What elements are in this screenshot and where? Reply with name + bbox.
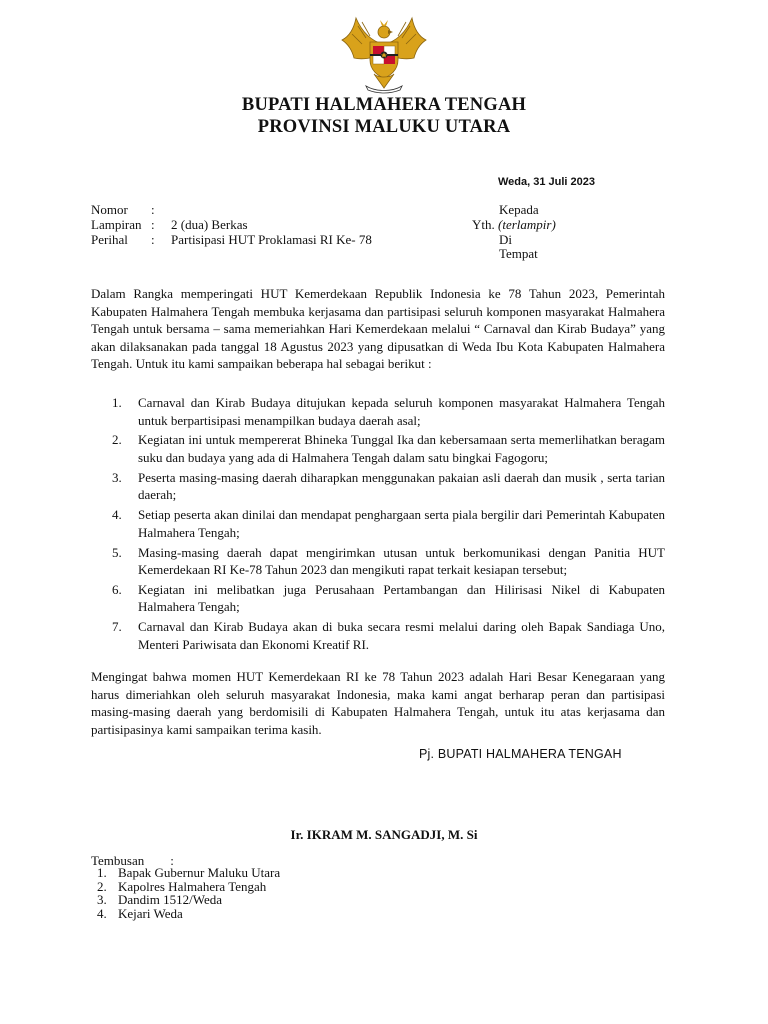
yth-label: Yth.: [472, 217, 495, 232]
recipient-tempat: Tempat: [499, 246, 538, 261]
meta-nomor: [91, 202, 171, 218]
colon: :: [151, 202, 155, 217]
list-item: [91, 394, 665, 429]
item-text: Carnaval dan Kirab Budaya ditujukan kepada seluruh komponen masyarakat Halmahera Tengah untuk berpartisipasi menampilkan budaya daerah asal;: [138, 395, 665, 428]
meta-perihal: [91, 232, 372, 248]
points-list: [91, 394, 665, 656]
signature-name: Ir. IKRAM M. SANGADJI, M. Si: [290, 827, 478, 842]
item-number: 6.: [112, 581, 122, 597]
list-item: [91, 581, 665, 616]
list-item: [91, 880, 491, 894]
item-number: 1.: [112, 395, 122, 410]
signature-title: Pj. BUPATI HALMAHERA TENGAH: [419, 747, 622, 761]
tembusan-label: Tembusan: [91, 853, 145, 868]
item-text: Setiap peserta akan dinilai dan mendapat penghargaan serta piala bergilir dari Pemerintah Kabupaten Halmahera Tengah;: [138, 507, 665, 540]
item-number: 7.: [112, 619, 122, 635]
list-item: [91, 506, 665, 541]
item-text: Dandim 1512/Weda: [118, 892, 223, 907]
recipient-kepada: Kepada: [499, 202, 539, 217]
list-item: [91, 431, 665, 466]
recipient-yth: [472, 217, 556, 233]
colon: :: [151, 232, 155, 247]
item-text: Masing-masing daerah dapat mengirimkan utusan untuk berkomunikasi dengan Panitia HUT Kemerdekaan RI Ke-78 Tahun 2023 dan mengikuti rapat terkait kesiapan tersebut;: [138, 544, 665, 578]
lampiran-value: 2 (dua) Berkas: [171, 217, 248, 232]
item-number: 2.: [112, 432, 122, 448]
intro-paragraph: Dalam Rangka memperingati HUT Kemerdekaan Republik Indonesia ke 78 Tahun 2023, Pemerintah Kabupaten Halmahera Tengah membuka kerjasama dan partisipasi seluruh komponen masyarakat Halmahera Tengah untuk bersama – sama memeriahkan Hari Kemerdekaan melalui “ Carnaval dan Kirab Budaya” yang akan dilaksanakan pada tanggal 18 Agustus 2023 yang dipusatkan di Weda Ibu Kota Kabupaten Halmahera Tengah. Untuk itu kami sampaikan beberapa hal sebagai berikut :: [91, 286, 665, 372]
perihal-value: Partisipasi HUT Proklamasi RI Ke- 78: [171, 232, 372, 247]
lampiran-label: Lampiran: [91, 217, 142, 232]
meta-lampiran: [91, 217, 248, 233]
list-item: [91, 544, 665, 579]
header-title-line1: BUPATI HALMAHERA TENGAH: [241, 95, 527, 115]
tembusan-list: [91, 866, 491, 920]
item-text: Bapak Gubernur Maluku Utara: [118, 865, 281, 880]
item-number: 4.: [112, 507, 122, 523]
perihal-label: Perihal: [91, 232, 128, 247]
item-text: Kegiatan ini melibatkan juga Perusahaan Pertambangan dan Hilirisasi Nikel di Kabupaten Halmahera Tengah;: [138, 581, 665, 615]
closing-paragraph: Mengingat bahwa momen HUT Kemerdekaan RI ke 78 Tahun 2023 adalah Hari Besar Kenegaraan yang harus dimeriahkan oleh seluruh masyarakat Indonesia, maka kami angat berharap peran dan partisipasi masing-masing daerah yang berdomisili di Kabupaten Halmahera Tengah, untuk itu atas kerjasama dan partisipasinya kami sampaikan terima kasih.: [91, 669, 665, 737]
item-text: Kapolres Halmahera Tengah: [118, 878, 267, 894]
item-number: 3.: [112, 469, 122, 485]
garuda-emblem-icon: [332, 14, 436, 94]
item-number: 1.: [97, 865, 107, 880]
header-title-line2: PROVINSI MALUKU UTARA: [257, 117, 511, 137]
item-number: 3.: [97, 892, 107, 907]
item-text: Peserta masing-masing daerah diharapkan menggunakan pakaian asli daerah dan musik , serta tarian daerah;: [138, 469, 665, 503]
list-item: [91, 618, 665, 653]
letter-date: Weda, 31 Juli 2023: [498, 176, 596, 188]
terlampir-note: (terlampir): [498, 217, 556, 232]
recipient-di: Di: [499, 232, 512, 247]
list-item: [91, 907, 491, 921]
item-number: 5.: [112, 544, 122, 560]
list-item: [91, 866, 491, 880]
item-number: 4.: [97, 905, 107, 921]
list-item: [91, 893, 491, 907]
colon: :: [151, 217, 155, 232]
colon: :: [170, 853, 174, 868]
item-number: 2.: [97, 878, 107, 894]
item-text: Kegiatan ini untuk mempererat Bhineka Tunggal Ika dan kebersamaan serta memerlihatkan beragam suku dan budaya yang ada di Halmahera Tengah dalam satu bingkai Fagogoru;: [138, 432, 665, 465]
item-text: Kejari Weda: [118, 905, 183, 921]
nomor-label: Nomor: [91, 202, 128, 217]
list-item: [91, 469, 665, 504]
item-text: Carnaval dan Kirab Budaya akan di buka secara resmi melalui daring oleh Bapak Sandiaga Uno, Menteri Pariwisata dan Ekonomi Kreatif RI.: [138, 619, 665, 652]
